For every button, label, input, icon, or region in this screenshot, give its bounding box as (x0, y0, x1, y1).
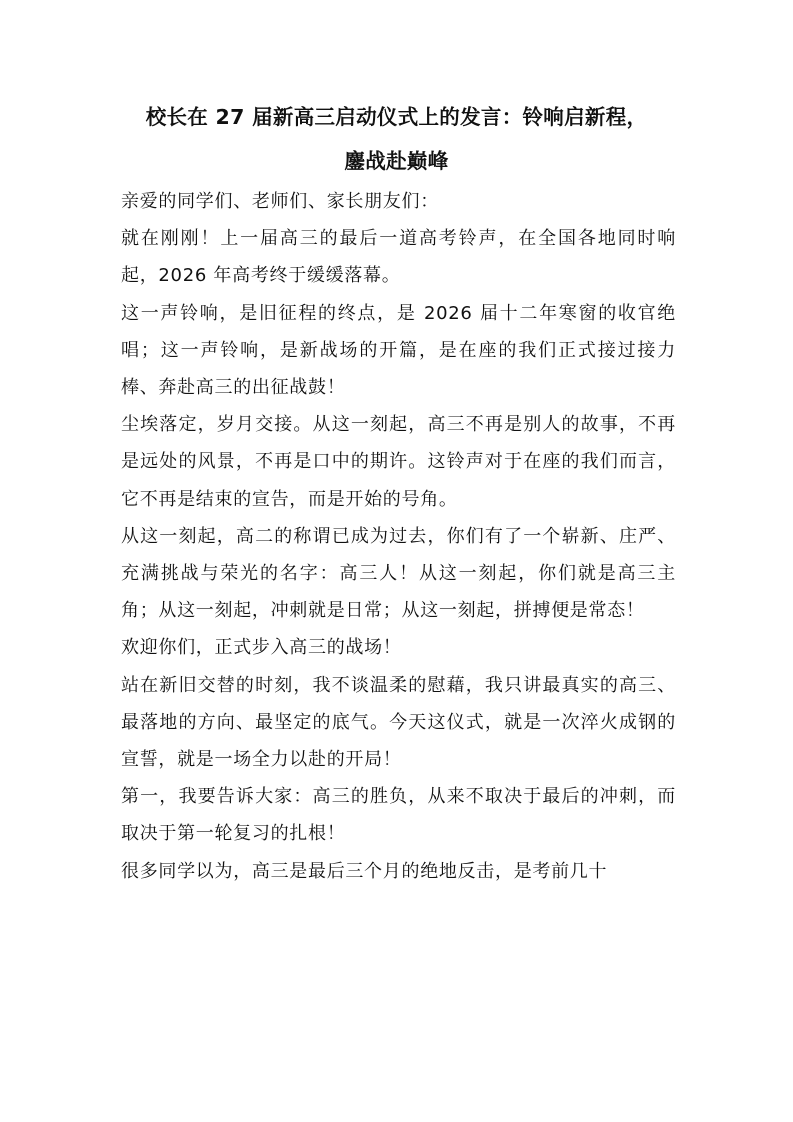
document-title (110, 95, 683, 183)
document-body (121, 183, 676, 890)
body-paragraph: 这一声铃响，是旧征程的终点，是 2026 届十二年寒窗的收官绝唱；这一声铃响，是新战场的开篇，是在座的我们正式接过接力棒、奔赴高三的出征战鼓！ (121, 302, 676, 399)
salutation: 亲爱的同学们、老师们、家长朋友们： (121, 191, 439, 212)
document-title-line-2: 鏖战赴巅峰 (344, 149, 449, 173)
body-paragraph: 从这一刻起，高二的称谓已成为过去，你们有了一个崭新、庄严、充满挑战与荣光的名字：高三人！从这一刻起，你们就是高三主角；从这一刻起，冲刺就是日常；从这一刻起，拼搏便是常态！ (121, 525, 676, 622)
body-paragraph: 第一，我要告诉大家：高三的胜负，从来不取决于最后的冲刺，而取决于第一轮复习的扎根！ (121, 786, 676, 845)
body-paragraph: 站在新旧交替的时刻，我不谈温柔的慰藉，我只讲最真实的高三、最落地的方向、最坚定的底气。今天这仪式，就是一次淬火成钢的宣誓，就是一场全力以赴的开局！ (121, 674, 676, 771)
document-title-line-1: 校长在 27 届新高三启动仪式上的发言：铃响启新程， (145, 105, 648, 129)
body-paragraph: 就在刚刚！上一届高三的最后一道高考铃声，在全国各地同时响起，2026 年高考终于缓缓落幕。 (121, 228, 676, 287)
body-paragraph: 很多同学以为，高三是最后三个月的绝地反击，是考前几十 (121, 860, 608, 882)
body-paragraph: 欢迎你们，正式步入高三的战场！ (121, 637, 402, 659)
body-paragraph: 尘埃落定，岁月交接。从这一刻起，高三不再是别人的故事，不再是远处的风景，不再是口中的期许。这铃声对于在座的我们而言，它不再是结束的宣告，而是开始的号角。 (121, 414, 676, 510)
